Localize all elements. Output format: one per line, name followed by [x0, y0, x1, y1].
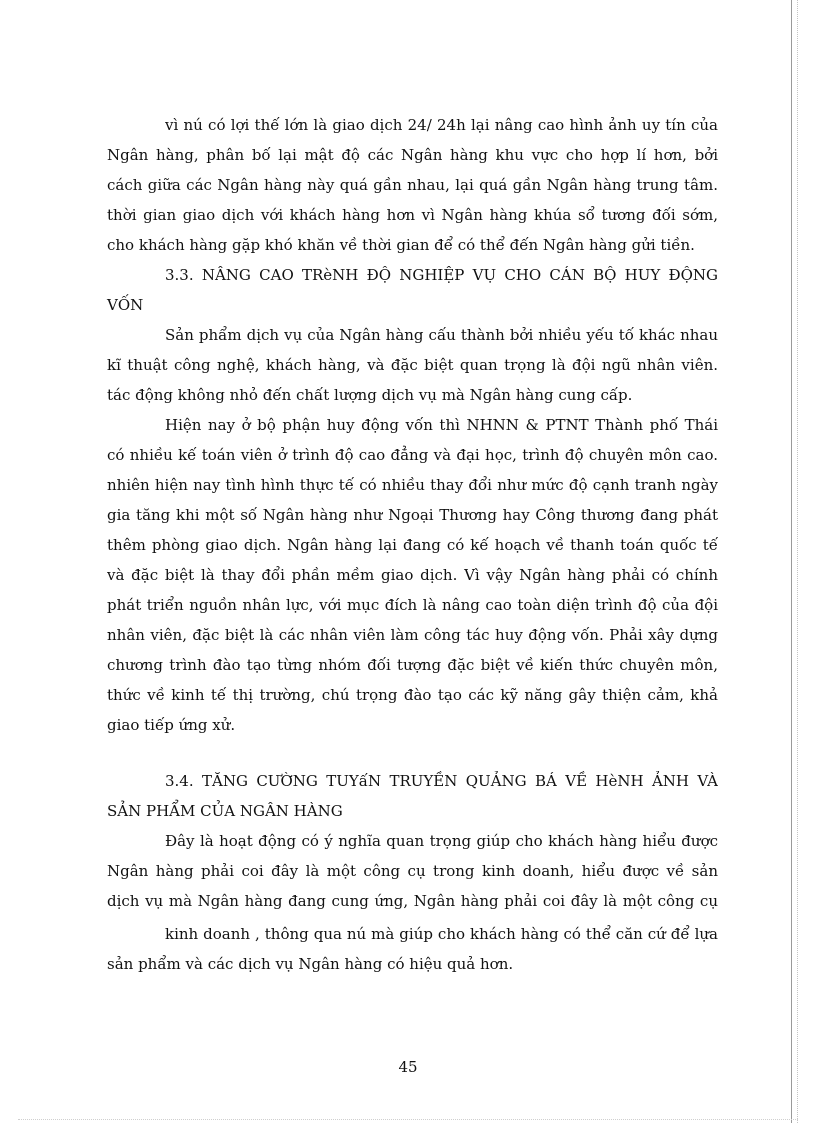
page-margin-dots	[797, 0, 798, 1123]
section-heading: SẢN PHẨM CỦA NGÂN HÀNG	[107, 802, 343, 820]
text-line: Hiện nay ở bộ phận huy động vốn thì NHNN & PTNT Thành phố Thái	[165, 416, 718, 434]
text-line: thời gian giao dịch với khách hàng hơn vì Ngân hàng khúa sổ tương đối sớm,	[107, 206, 718, 224]
text-line: gia tăng khi một số Ngân hàng như Ngoại Thương hay Công thương đang phát	[107, 506, 718, 524]
page-bottom-dots	[18, 1119, 798, 1120]
text-line: nhân viên, đặc biệt là các nhân viên làm công tác huy động vốn. Phải xây dựng	[107, 626, 718, 644]
text-line: Đây là hoạt động có ý nghĩa quan trọng giúp cho khách hàng hiểu được	[165, 832, 718, 850]
text-line: cách giữa các Ngân hàng này quá gần nhau, lại quá gần Ngân hàng trung tâm.	[107, 176, 718, 194]
text-line: Sản phẩm dịch vụ của Ngân hàng cấu thành bởi nhiều yếu tố khác nhau	[165, 326, 718, 344]
text-line: tác động không nhỏ đến chất lượng dịch vụ mà Ngân hàng cung cấp.	[107, 386, 633, 404]
text-line: thêm phòng giao dịch. Ngân hàng lại đang có kế hoạch về thanh toán quốc tế	[107, 536, 718, 554]
page-number: 45	[398, 1058, 418, 1076]
text-line: Ngân hàng, phân bố lại mật độ các Ngân hàng khu vực cho hợp lí hơn, bởi	[107, 146, 718, 164]
text-line: kinh doanh , thông qua nú mà giúp cho khách hàng có thể căn cứ để lựa	[165, 925, 718, 943]
text-line: phát triển nguồn nhân lực, với mục đích là nâng cao toàn diện trình độ của đội	[107, 596, 718, 614]
text-line: kĩ thuật công nghệ, khách hàng, và đặc biệt quan trọng là đội ngũ nhân viên.	[107, 356, 718, 374]
text-line: vì nú có lợi thế lớn là giao dịch 24/ 24h lại nâng cao hình ảnh uy tín của	[165, 116, 718, 134]
text-line: chương trình đào tạo từng nhóm đối tượng đặc biệt về kiến thức chuyên môn,	[107, 656, 718, 674]
text-line: thức về kinh tế thị trường, chú trọng đào tạo các kỹ năng gây thiện cảm, khả	[107, 686, 718, 704]
text-line: giao tiếp ứng xử.	[107, 716, 236, 734]
text-line: cho khách hàng gặp khó khăn về thời gian để có thể đến Ngân hàng gửi tiền.	[107, 236, 695, 254]
text-line: sản phẩm và các dịch vụ Ngân hàng có hiệu quả hơn.	[107, 955, 514, 973]
text-line: dịch vụ mà Ngân hàng đang cung ứng, Ngân hàng phải coi đây là một công cụ	[107, 892, 718, 910]
text-line: Ngân hàng phải coi đây là một công cụ trong kinh doanh, hiểu được về sản	[107, 862, 718, 880]
section-heading: 3.4. TĂNG CƯỜNG TUYấN TRUYỀN QUẢNG BÁ VỀ HèNH ẢNH VÀ	[165, 772, 718, 790]
text-line: và đặc biệt là thay đổi phần mềm giao dịch. Vì vậy Ngân hàng phải có chính	[107, 566, 718, 584]
section-heading: VỐN	[107, 296, 144, 314]
section-heading: 3.3. NÂNG CAO TRèNH ĐỘ NGHIỆP VỤ CHO CÁN BỘ HUY ĐỘNG	[165, 266, 718, 284]
page-border-line	[791, 0, 792, 1123]
text-line: nhiên hiện nay tình hình thực tế có nhiều thay đổi như mức độ cạnh tranh ngày	[107, 476, 718, 494]
text-line: có nhiều kế toán viên ở trình độ cao đẳng và đại học, trình độ chuyên môn cao.	[107, 446, 718, 464]
